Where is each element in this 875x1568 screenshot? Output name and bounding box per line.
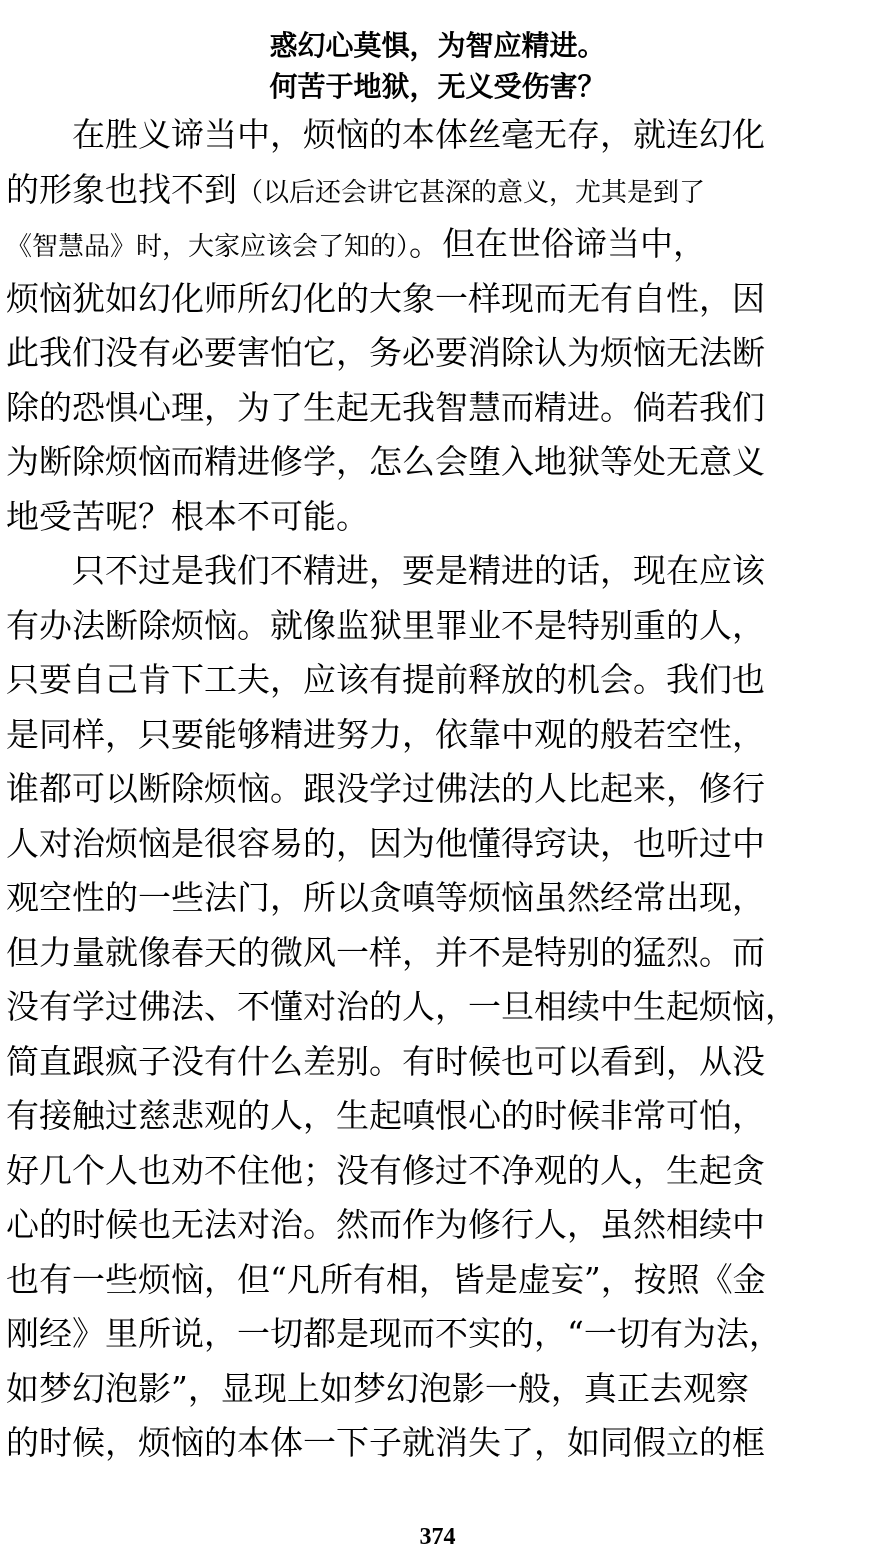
text-line: [6, 1307, 851, 1362]
line-text: 为断除烦恼而精进修学，怎么会堕入地狱等处无意义: [6, 442, 765, 481]
line-text: 只要自己肯下工夫，应该有提前释放的机会。我们也: [6, 660, 765, 699]
line-text: 除的恐惧心理，为了生起无我智慧而精进。倘若我们: [6, 387, 765, 427]
line-text: 。但在世俗谛当中，: [409, 224, 707, 263]
line-text: 是同样，只要能够精进努力，依靠中观的般若空性，: [6, 714, 765, 754]
text-line: [6, 871, 851, 926]
line-text: 的形象也找不到: [6, 169, 237, 209]
line-text: 好几个人也劝不住他；没有修过不净观的人，生起贪: [6, 1150, 765, 1190]
line-text: 也有一些烦恼，但“凡所有相，皆是虚妄”，按照《金: [6, 1259, 766, 1299]
commentary-text: [6, 108, 851, 1471]
text-line: [6, 326, 851, 381]
line-text: 只不过是我们不精进，要是精进的话，现在应该: [6, 551, 765, 590]
line-text: 简直跟疯子没有什么差别。有时候也可以看到，从没: [6, 1041, 765, 1081]
text-line: [6, 762, 851, 817]
line-text: 此我们没有必要害怕它，务必要消除认为烦恼无法断: [6, 333, 765, 372]
text-line: [6, 108, 851, 163]
text-line: [6, 544, 851, 599]
line-text: 有接触过慈悲观的人，生起嗔恨心的时候非常可怕，: [6, 1096, 765, 1135]
text-line: [6, 1253, 851, 1308]
text-line: [6, 1089, 851, 1144]
line-text: 人对治烦恼是很容易的，因为他懂得窍诀，也听过中: [6, 823, 765, 863]
text-line: [6, 163, 851, 218]
line-text: 刚经》里所说，一切都是现而不实的，“一切有为法，: [6, 1314, 782, 1353]
line-text: 地受苦呢？根本不可能。: [6, 496, 369, 536]
text-line: [6, 490, 851, 545]
text-line: [6, 980, 851, 1035]
text-line: [6, 817, 851, 872]
line-text: 如梦幻泡影”，显现上如梦幻泡影一般，真正去观察: [6, 1368, 749, 1408]
line-text: 谁都可以断除烦恼。跟没学过佛法的人比起来，修行: [6, 769, 765, 808]
text-line: [6, 599, 851, 654]
line-text: 观空性的一些法门，所以贪嗔等烦恼虽然经常出现，: [6, 878, 765, 917]
verse-line-1: 惑幻心莫惧，为智应精进。: [269, 29, 606, 62]
text-line: [6, 435, 851, 490]
text-line: [6, 272, 851, 327]
inline-note: 《智慧品》时，大家应该会了知的）: [6, 232, 410, 262]
line-text: 没有学过佛法、不懂对治的人，一旦相续中生起烦恼，: [6, 987, 798, 1026]
line-text: 在胜义谛当中，烦恼的本体丝毫无存，就连幻化: [6, 115, 765, 154]
text-line: [6, 926, 851, 981]
line-text: 但力量就像春天的微风一样，并不是特别的猛烈。而: [6, 932, 765, 972]
line-text: 的时候，烦恼的本体一下子就消失了，如同假立的框: [6, 1423, 765, 1462]
text-line: [6, 381, 851, 436]
page-number: 374: [419, 1524, 456, 1550]
text-line: [6, 1416, 851, 1471]
line-text: 有办法断除烦恼。就像监狱里罪业不是特别重的人，: [6, 605, 765, 645]
inline-note: （以后还会讲它甚深的意义，尤其是到了: [237, 177, 706, 208]
verse-line-2: 何苦于地狱，无义受伤害？: [269, 70, 606, 103]
text-line: [6, 1035, 851, 1090]
text-line: [6, 708, 851, 763]
line-text: 心的时候也无法对治。然而作为修行人，虽然相续中: [6, 1205, 765, 1244]
text-line: [6, 1198, 851, 1253]
text-line: [6, 1362, 851, 1417]
text-line: [6, 1144, 851, 1199]
text-line: [6, 653, 851, 708]
line-text: 烦恼犹如幻化师所幻化的大象一样现而无有自性，因: [6, 278, 765, 318]
text-line: [6, 217, 851, 272]
